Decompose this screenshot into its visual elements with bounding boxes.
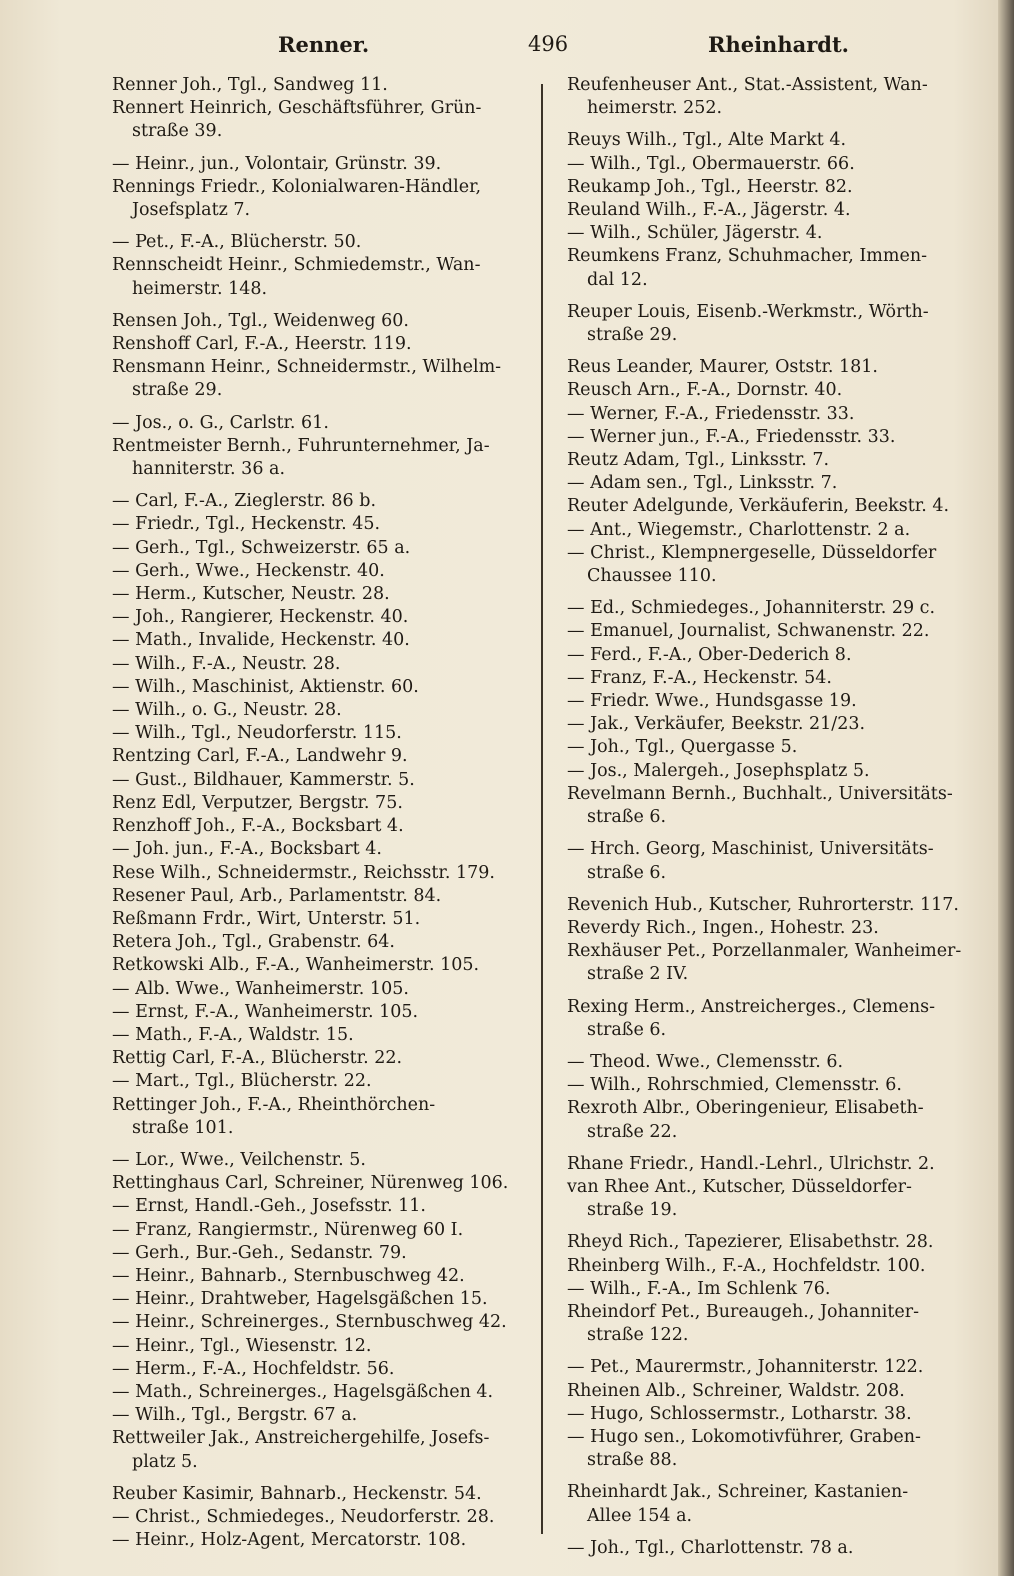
directory-entry [112, 560, 542, 583]
directory-entry [567, 1356, 995, 1379]
entry-line: — Christ., Schmiedeges., Neudorferstr. 28. [112, 1506, 495, 1527]
entry-line: van Rhee Ant., Kutscher, Düsseldorfer- [567, 1176, 912, 1197]
directory-entry [567, 1051, 995, 1074]
entry-line: Reusch Arn., F.-A., Dornstr. 40. [567, 380, 843, 401]
directory-entry [567, 838, 995, 884]
entry-continuation: straße 2 IV. [587, 964, 689, 985]
entry-line: Reuys Wilh., Tgl., Alte Markt 4. [567, 130, 847, 151]
entry-line: — Ed., Schmiedeges., Johanniterstr. 29 c. [567, 598, 936, 619]
entry-line: — Theod. Wwe., Clemensstr. 6. [567, 1051, 844, 1072]
entry-line: — Math., Invalide, Heckenstr. 40. [112, 630, 410, 651]
entry-line: — Joh., Rangierer, Heckenstr. 40. [112, 607, 409, 628]
directory-entry [567, 940, 995, 986]
entry-continuation: straße 6. [587, 807, 667, 828]
directory-entry [567, 713, 995, 736]
directory-entry [567, 199, 995, 222]
entry-continuation: platz 5. [132, 1451, 198, 1472]
entry-line: — Gerh., Tgl., Schweizerstr. 65 a. [112, 537, 411, 558]
entry-line: Rheinberg Wilh., F.-A., Hochfeldstr. 100. [567, 1255, 926, 1276]
directory-entry [112, 978, 542, 1001]
entry-line: Reufenheuser Ant., Stat.-Assistent, Wan- [567, 75, 928, 95]
entry-line: — Wilh., Tgl., Bergstr. 67 a. [112, 1405, 358, 1426]
entry-line: Rensmann Heinr., Schneidermstr., Wilhelm- [112, 357, 502, 378]
entry-line: Renshoff Carl, F.-A., Heerstr. 119. [112, 334, 412, 355]
entry-line: — Jak., Verkäufer, Beekstr. 21/23. [567, 714, 866, 735]
directory-entry [567, 74, 995, 120]
entry-line: — Mart., Tgl., Blücherstr. 22. [112, 1071, 372, 1092]
directory-entry [112, 769, 542, 792]
entry-line: Reuber Kasimir, Bahnarb., Heckenstr. 54. [112, 1483, 482, 1504]
directory-entry [112, 1288, 542, 1311]
directory-entry [112, 1070, 542, 1093]
directory-entry [112, 231, 542, 254]
entry-line: — Jos., Malergeh., Josephsplatz 5. [567, 760, 870, 781]
directory-entry [567, 1537, 995, 1560]
directory-entry [112, 653, 542, 676]
entry-line: Reuper Louis, Eisenb.-Werkmstr., Wörth- [567, 301, 929, 322]
directory-entry [567, 1301, 995, 1347]
directory-entry [112, 153, 542, 176]
directory-entry [112, 1381, 542, 1404]
directory-entry [567, 301, 995, 347]
directory-entry [567, 783, 995, 829]
entry-line: — Ant., Wiegemstr., Charlottenstr. 2 a. [567, 519, 911, 540]
directory-entry [112, 931, 542, 954]
entry-line: — Gerh., Wwe., Heckenstr. 40. [112, 560, 385, 581]
entry-line: Rheinen Alb., Schreiner, Waldstr. 208. [567, 1380, 905, 1401]
directory-entry [567, 996, 995, 1042]
directory-entry [567, 356, 995, 379]
entry-line: — Franz, F.-A., Heckenstr. 54. [567, 667, 832, 688]
directory-entry [567, 760, 995, 783]
directory-entry [112, 74, 542, 97]
entry-line: Rentmeister Bernh., Fuhrunternehmer, Ja- [112, 435, 490, 456]
directory-entry [112, 885, 542, 908]
entry-line: Resener Paul, Arb., Parlamentstr. 84. [112, 885, 442, 906]
entry-line: — Heinr., Schreinerges., Sternbuschweg 42. [112, 1312, 507, 1333]
directory-entry [567, 403, 995, 426]
directory-entry [112, 815, 542, 838]
entry-continuation: straße 101. [132, 1117, 234, 1138]
directory-entry [112, 862, 542, 885]
page-edge-shadow [998, 0, 1014, 1576]
entry-line: Reus Leander, Maurer, Oststr. 181. [567, 357, 878, 378]
entry-line: Rheinhardt Jak., Schreiner, Kastanien- [567, 1482, 909, 1503]
entry-line: — Math., Schreinerges., Hagelsgäßchen 4. [112, 1381, 494, 1402]
entry-line: — Gust., Bildhauer, Kammerstr. 5. [112, 769, 415, 790]
entry-line: Reumkens Franz, Schuhmacher, Immen- [567, 246, 927, 267]
directory-entry [567, 1426, 995, 1472]
entry-continuation: straße 6. [587, 1019, 667, 1040]
entry-line: — Heinr., Bahnarb., Sternbuschweg 42. [112, 1265, 465, 1286]
directory-entry [567, 1380, 995, 1403]
entry-line: — Hugo, Schlossermstr., Lotharstr. 38. [567, 1403, 912, 1424]
directory-entry [112, 583, 542, 606]
directory-entry [112, 676, 542, 699]
entry-line: — Friedr., Tgl., Heckenstr. 45. [112, 514, 381, 535]
entry-line: Rennings Friedr., Kolonialwaren-Händler, [112, 176, 482, 197]
entry-line: — Friedr. Wwe., Hundsgasse 19. [567, 691, 857, 712]
entry-line: — Jos., o. G., Carlstr. 61. [112, 412, 329, 433]
entry-line: Reßmann Frdr., Wirt, Unterstr. 51. [112, 908, 421, 929]
header-right-keyword: Rheinhardt. [708, 32, 849, 57]
entry-line: Renner Joh., Tgl., Sandweg 11. [112, 75, 388, 95]
entry-continuation: straße 19. [587, 1200, 678, 1221]
entry-line: Retera Joh., Tgl., Grabenstr. 64. [112, 932, 395, 953]
directory-entry [112, 356, 542, 402]
entry-line: Rexhäuser Pet., Porzellanmaler, Wanheimer- [567, 941, 962, 962]
directory-entry [112, 412, 542, 435]
directory-entry [112, 435, 542, 481]
entry-continuation: straße 29. [587, 325, 678, 346]
entry-line: — Adam sen., Tgl., Linksstr. 7. [567, 473, 838, 494]
directory-entry [567, 644, 995, 667]
entry-line: Rhane Friedr., Handl.-Lehrl., Ulrichstr. 2. [567, 1153, 935, 1174]
entry-line: — Herm., Kutscher, Neustr. 28. [112, 584, 390, 605]
directory-entry [112, 1001, 542, 1024]
entry-line: Renz Edl, Verputzer, Bergstr. 75. [112, 792, 403, 813]
directory-entry [112, 1219, 542, 1242]
directory-entry [112, 1024, 542, 1047]
entry-line: — Wilh., Maschinist, Aktienstr. 60. [112, 676, 419, 697]
entry-line: Rexing Herm., Anstreicherges., Clemens- [567, 996, 936, 1017]
directory-entry [567, 917, 995, 940]
directory-entry [112, 1094, 542, 1140]
entry-line: Rheindorf Pet., Bureaugeh., Johanniter- [567, 1301, 920, 1322]
directory-entry [567, 222, 995, 245]
entry-line: — Wilh., Schüler, Jägerstr. 4. [567, 223, 823, 244]
entry-line: — Joh., Tgl., Charlottenstr. 78 a. [567, 1537, 854, 1558]
directory-entry [567, 519, 995, 542]
directory-entry [112, 333, 542, 356]
page-header [108, 32, 908, 62]
directory-entry [567, 894, 995, 917]
directory-entry [112, 699, 542, 722]
directory-entry [112, 1483, 542, 1506]
directory-entry [112, 1335, 542, 1358]
directory-entry [567, 542, 995, 588]
directory-entry [567, 1176, 995, 1222]
entry-line: — Wilh., Tgl., Neudorferstr. 115. [112, 723, 402, 744]
directory-entry [112, 254, 542, 300]
header-left-keyword: Renner. [278, 32, 370, 57]
directory-entry [567, 449, 995, 472]
directory-entry [567, 379, 995, 402]
directory-entry [567, 1097, 995, 1143]
entry-line: Rheyd Rich., Tapezierer, Elisabethstr. 28. [567, 1232, 934, 1253]
entry-continuation: straße 6. [587, 862, 667, 883]
entry-line: — Ernst, Handl.-Geh., Josefsstr. 11. [112, 1196, 426, 1217]
page-number: 496 [528, 32, 569, 56]
entry-continuation: dal 12. [587, 269, 648, 290]
directory-entry [567, 736, 995, 759]
entry-continuation: hanniterstr. 36 a. [132, 459, 286, 480]
entry-line: Rentzing Carl, F.-A., Landwehr 9. [112, 746, 408, 767]
entry-line: — Gerh., Bur.-Geh., Sedanstr. 79. [112, 1242, 407, 1263]
entry-line: Rexroth Albr., Oberingenieur, Elisabeth- [567, 1098, 924, 1119]
entry-line: — Joh., Tgl., Quergasse 5. [567, 737, 798, 758]
entry-line: Reuland Wilh., F.-A., Jägerstr. 4. [567, 200, 851, 221]
entry-line: — Emanuel, Journalist, Schwanenstr. 22. [567, 621, 930, 642]
directory-entry [567, 153, 995, 176]
right-column [567, 74, 995, 1560]
directory-entry [112, 1311, 542, 1334]
directory-entry [112, 1427, 542, 1473]
directory-entry [567, 245, 995, 291]
entry-line: Reutz Adam, Tgl., Linksstr. 7. [567, 450, 830, 471]
directory-entry [112, 1047, 542, 1070]
entry-line: Reukamp Joh., Tgl., Heerstr. 82. [567, 176, 853, 197]
entry-line: Rettweiler Jak., Anstreichergehilfe, Josefs- [112, 1428, 490, 1449]
entry-line: — Carl, F.-A., Zieglerstr. 86 b. [112, 491, 377, 512]
directory-entry [112, 838, 542, 861]
entry-line: — Wilh., Tgl., Obermauerstr. 66. [567, 153, 855, 174]
directory-entry [567, 1255, 995, 1278]
directory-entry [112, 1172, 542, 1195]
directory-entry [567, 1074, 995, 1097]
entry-line: Reuter Adelgunde, Verkäuferin, Beekstr. 4. [567, 496, 950, 517]
entry-line: — Hugo sen., Lokomotivführer, Graben- [567, 1426, 921, 1447]
entry-line: — Pet., Maurermstr., Johanniterstr. 122. [567, 1357, 924, 1378]
entry-line: — Pet., F.-A., Blücherstr. 50. [112, 232, 362, 253]
entry-line: Rettig Carl, F.-A., Blücherstr. 22. [112, 1048, 403, 1069]
directory-entry [112, 722, 542, 745]
entry-line: — Heinr., Holz-Agent, Mercatorstr. 108. [112, 1530, 467, 1551]
directory-entry [567, 129, 995, 152]
directory-entry [567, 426, 995, 449]
entry-line: Rettinger Joh., F.-A., Rheinthörchen- [112, 1094, 436, 1115]
entry-line: Rensen Joh., Tgl., Weidenweg 60. [112, 310, 409, 331]
entry-line: — Hrch. Georg, Maschinist, Universitäts- [567, 839, 934, 860]
directory-entry [112, 954, 542, 977]
entry-continuation: Chaussee 110. [587, 566, 717, 587]
directory-entry [567, 1231, 995, 1254]
entry-line: — Ernst, F.-A., Wanheimerstr. 105. [112, 1001, 419, 1022]
directory-entry [112, 629, 542, 652]
entry-continuation: straße 29. [132, 380, 223, 401]
directory-entry [112, 1529, 542, 1552]
directory-entry [112, 1404, 542, 1427]
entry-continuation: straße 39. [132, 121, 223, 142]
directory-entry [567, 1403, 995, 1426]
entry-continuation: straße 122. [587, 1325, 689, 1346]
entry-continuation: heimerstr. 148. [132, 278, 268, 299]
entry-continuation: straße 22. [587, 1121, 678, 1142]
entry-line: — Heinr., Drahtweber, Hagelsgäßchen 15. [112, 1289, 488, 1310]
entry-line: — Wilh., F.-A., Im Schlenk 76. [567, 1278, 831, 1299]
entry-line: — Ferd., F.-A., Ober-Dederich 8. [567, 644, 852, 665]
directory-entry [567, 667, 995, 690]
directory-entry [112, 1265, 542, 1288]
directory-entry [112, 537, 542, 560]
entry-continuation: Allee 154 a. [587, 1505, 693, 1526]
entry-line: — Lor., Wwe., Veilchenstr. 5. [112, 1149, 366, 1170]
entry-line: Reverdy Rich., Ingen., Hohestr. 23. [567, 917, 879, 938]
entry-line: Rese Wilh., Schneidermstr., Reichsstr. 179. [112, 862, 495, 883]
entry-line: — Christ., Klempnergeselle, Düsseldorfer [567, 542, 937, 563]
entry-line: — Math., F.-A., Waldstr. 15. [112, 1024, 354, 1045]
directory-entry [112, 513, 542, 536]
directory-entry [112, 1149, 542, 1172]
directory-entry [567, 690, 995, 713]
entry-line: — Werner, F.-A., Friedensstr. 33. [567, 403, 855, 424]
directory-entry [567, 1153, 995, 1176]
directory-entry [112, 490, 542, 513]
entry-line: Rennscheidt Heinr., Schmiedemstr., Wan- [112, 255, 481, 276]
directory-entry [112, 606, 542, 629]
directory-entry [112, 792, 542, 815]
entry-line: — Alb. Wwe., Wanheimerstr. 105. [112, 978, 409, 999]
directory-entry [112, 908, 542, 931]
entry-line: — Wilh., Rohrschmied, Clemensstr. 6. [567, 1075, 902, 1096]
entry-line: — Franz, Rangiermstr., Nürenweg 60 I. [112, 1219, 464, 1240]
directory-entry [112, 97, 542, 143]
entry-line: — Wilh., o. G., Neustr. 28. [112, 700, 342, 721]
directory-entry [112, 745, 542, 768]
left-column [112, 74, 542, 1560]
directory-entry [567, 1481, 995, 1527]
entry-line: — Werner jun., F.-A., Friedensstr. 33. [567, 426, 896, 447]
entry-line: — Heinr., Tgl., Wiesenstr. 12. [112, 1335, 372, 1356]
entry-line: Retkowski Alb., F.-A., Wanheimerstr. 105. [112, 955, 480, 976]
entry-line: — Wilh., F.-A., Neustr. 28. [112, 653, 341, 674]
entry-line: — Joh. jun., F.-A., Bocksbart 4. [112, 839, 382, 860]
directory-entry [112, 1506, 542, 1529]
entry-line: — Herm., F.-A., Hochfeldstr. 56. [112, 1358, 395, 1379]
entry-continuation: heimerstr. 252. [587, 98, 723, 119]
directory-entry [112, 176, 542, 222]
directory-entry [567, 472, 995, 495]
entry-line: — Heinr., jun., Volontair, Grünstr. 39. [112, 153, 442, 174]
entry-line: Rennert Heinrich, Geschäftsführer, Grün- [112, 98, 482, 119]
entry-line: Renzhoff Joh., F.-A., Bocksbart 4. [112, 816, 404, 837]
directory-entry [112, 1195, 542, 1218]
entry-line: Revenich Hub., Kutscher, Ruhrorterstr. 117. [567, 894, 959, 915]
entry-continuation: straße 88. [587, 1450, 678, 1471]
directory-entry [567, 1278, 995, 1301]
directory-entry [567, 495, 995, 518]
entry-line: Rettinghaus Carl, Schreiner, Nürenweg 106. [112, 1173, 509, 1194]
directory-entry [567, 620, 995, 643]
directory-entry [112, 1358, 542, 1381]
directory-entry [112, 310, 542, 333]
directory-entry [567, 597, 995, 620]
directory-entry [567, 176, 995, 199]
directory-entry [112, 1242, 542, 1265]
entry-line: Revelmann Bernh., Buchhalt., Universitäts- [567, 783, 953, 804]
entry-continuation: Josefsplatz 7. [132, 200, 251, 221]
